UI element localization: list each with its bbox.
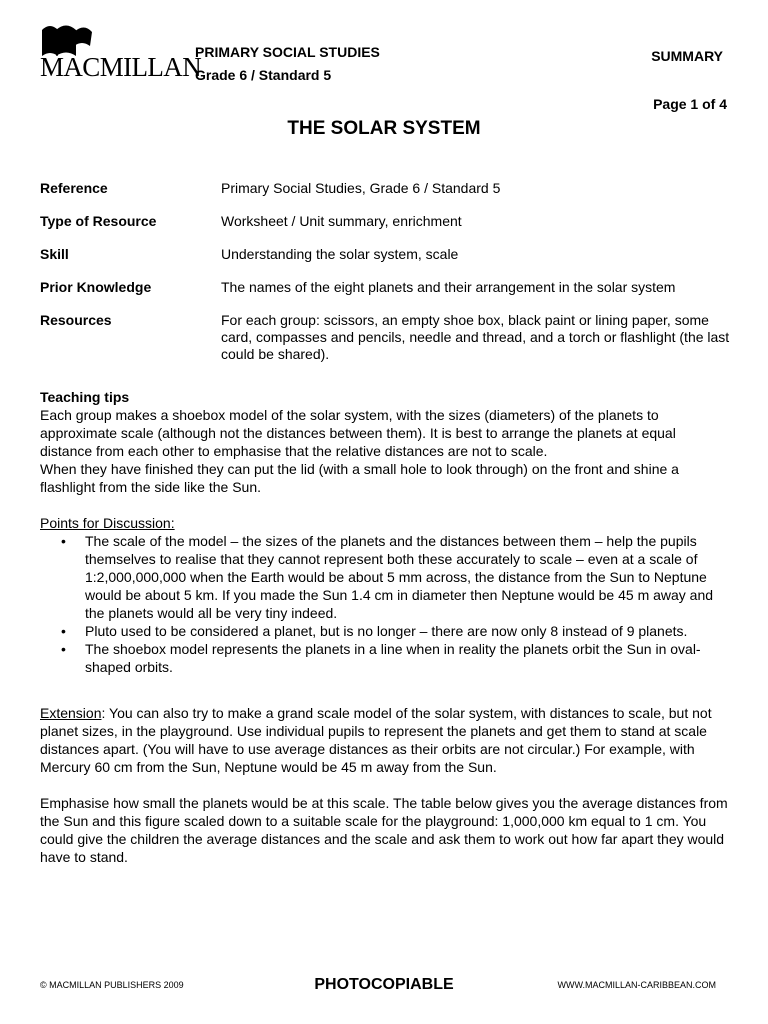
meta-row-type-of-resource (40, 213, 730, 230)
bullet-icon: • (61, 641, 66, 657)
discussion-heading: Points for Discussion: (40, 515, 175, 531)
meta-label: Resources (40, 312, 112, 328)
emphasise-paragraph: Emphasise how small the planets would be at this scale. The table below gives you the average distances from the Sun and this figure scaled down to a suitable scale for the playground: 1,000,000 km equal to 1 cm. You could give the children the average distances and the scale and ask them to work out how far apart they would have to stand. (40, 795, 728, 865)
list-item-text: The scale of the model – the sizes of the planets and the distances between them – help the pupils themselves to realise that they cannot represent both these accurately to scale – even at a scale of 1:2,000,000,000 when the Earth would be about 5 mm across, the distance from the Sun to Neptune would be about 5 km. If you made the Sun 1.4 cm in diameter then Neptune would be 45 m away and the planets would all be very tiny indeed. (85, 533, 714, 621)
publisher-logo (40, 24, 202, 86)
document-type: SUMMARY (651, 48, 723, 64)
discussion-list (40, 532, 730, 676)
footer-copyright: © MACMILLAN PUBLISHERS 2009 (40, 980, 184, 990)
spacer (40, 496, 730, 514)
meta-value: The names of the eight planets and their arrangement in the solar system (221, 279, 676, 295)
series-title: PRIMARY SOCIAL STUDIES (195, 44, 380, 60)
meta-label: Skill (40, 246, 69, 262)
teaching-tips-paragraph: When they have finished they can put the lid (with a small hole to look through) on the front and shine a flashlight from the side like the Sun. (40, 461, 679, 495)
footer-website: WWW.MACMILLAN-CARIBBEAN.COM (557, 980, 716, 990)
logo-text: MACMILLAN (40, 52, 202, 82)
meta-value: Primary Social Studies, Grade 6 / Standard 5 (221, 180, 501, 196)
page-number: Page 1 of 4 (653, 96, 727, 112)
spacer (40, 676, 730, 704)
meta-row-reference (40, 180, 730, 197)
teaching-tips-paragraph: Each group makes a shoebox model of the solar system, with the sizes (diameters) of the planets to approximate scale (although not the distances between them). It is best to arrange the planets at equal distance from each other to emphasise that the relative distances are not to scale. (40, 407, 676, 459)
meta-row-skill (40, 246, 730, 263)
list-item-text: Pluto used to be considered a planet, but is no longer – there are now only 8 instead of 9 planets. (85, 623, 688, 639)
list-item (40, 532, 730, 622)
teaching-tips-heading: Teaching tips (40, 389, 130, 405)
meta-label: Prior Knowledge (40, 279, 152, 295)
extension-paragraph (40, 704, 730, 776)
extension-text: : You can also try to make a grand scale model of the solar system, with distances to scale, but not planet sizes, in the playground. Use individual pupils to represent the planets and get them to stand at scale distances apart. (You will have to use average distances as their orbits are not circular.) For example, with Mercury 60 cm from the Sun, Neptune would be 45 m away from the Sun. (40, 705, 712, 775)
page-title: THE SOLAR SYSTEM (287, 118, 481, 139)
body-text (40, 388, 730, 866)
list-item (40, 622, 730, 640)
meta-value: Understanding the solar system, scale (221, 246, 459, 262)
footer-photocopiable: PHOTOCOPIABLE (314, 976, 454, 993)
list-item-text: The shoebox model represents the planets in a line when in reality the planets orbit the Sun in oval-shaped orbits. (85, 641, 701, 675)
meta-label: Type of Resource (40, 213, 157, 229)
meta-value: For each group: scissors, an empty shoe box, black paint or lining paper, some card, compasses and pencils, needle and thread, and a torch or flashlight (the last could be shared). (221, 312, 730, 362)
meta-row-resources (40, 312, 730, 363)
meta-value: Worksheet / Unit summary, enrichment (221, 213, 462, 229)
list-item (40, 640, 730, 676)
metadata-table (40, 180, 730, 379)
meta-label: Reference (40, 180, 108, 196)
spacer (40, 776, 730, 794)
grade-label: Grade 6 / Standard 5 (195, 67, 332, 83)
meta-row-prior-knowledge (40, 279, 730, 296)
bullet-icon: • (61, 533, 66, 549)
bullet-icon: • (61, 623, 66, 639)
extension-label: Extension (40, 705, 102, 721)
